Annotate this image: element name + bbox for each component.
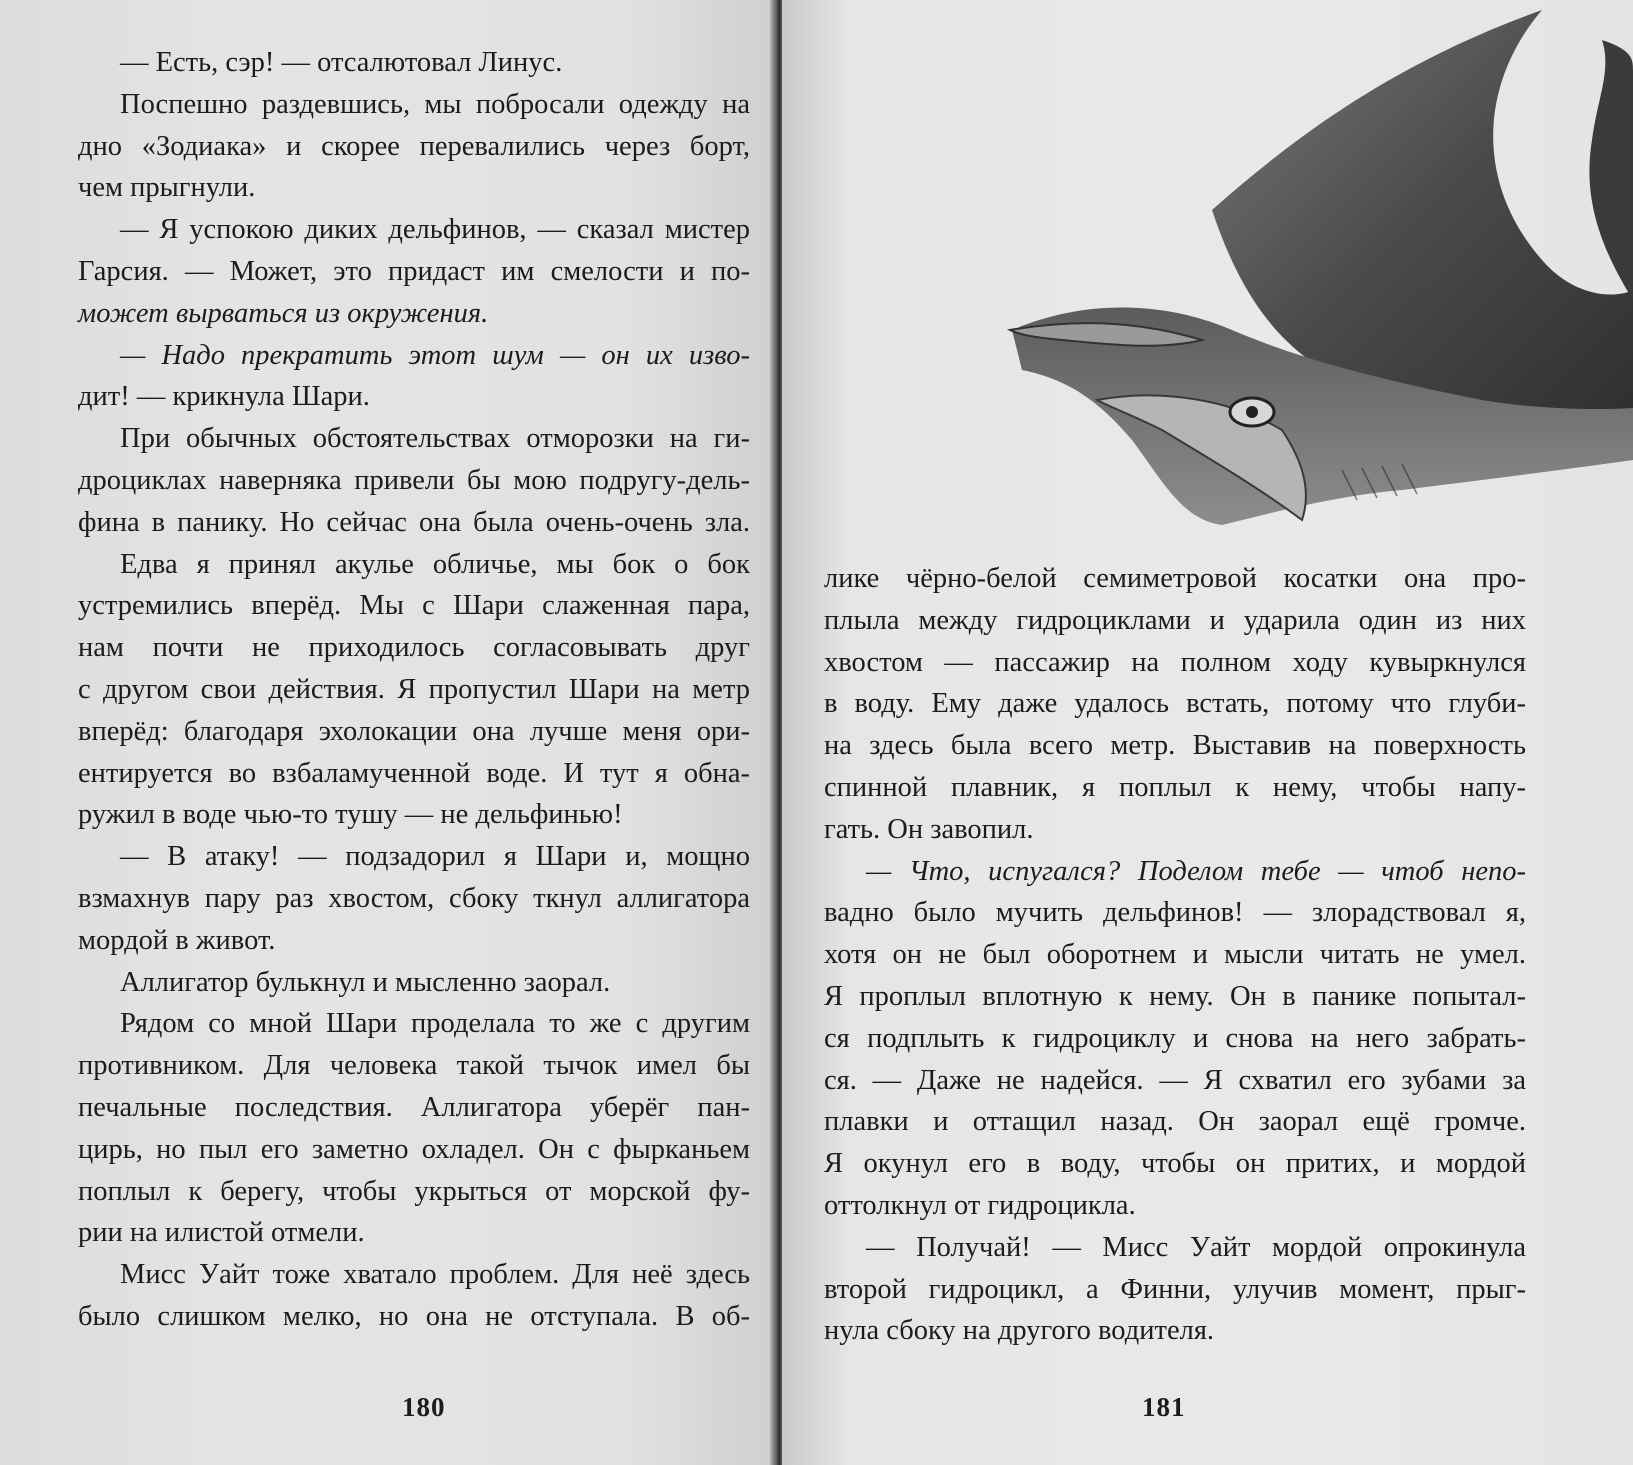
left-page-text-line: печальные последствия. Аллигатора уберёг пан- — [78, 1091, 750, 1123]
right-page-text-line: в воду. Ему даже удалось встать, потому что глуби- — [824, 688, 1526, 720]
left-page-text — [78, 42, 750, 1338]
left-page-text-line: фина в панику. Но сейчас она была очень-очень зла. — [78, 506, 750, 538]
left-page-text-line: нам почти не приходилось согласовывать друг — [78, 632, 750, 664]
right-page-text-line: хвостом — пассажир на полном ходу кувыркнулся — [824, 646, 1526, 678]
right-page-text-line: плыла между гидроциклами и ударила один из них — [824, 604, 1526, 636]
left-page-text-line: Поспешно раздевшись, мы побросали одежду на — [120, 88, 750, 120]
left-page-text-line: взмахнув пару раз хвостом, сбоку ткнул аллигатора — [78, 882, 750, 914]
left-page-text-line: поплыл к берегу, чтобы укрыться от морской фу- — [78, 1175, 750, 1207]
left-page-text-line: ентируется во взбаламученной воде. И тут я обна- — [78, 757, 750, 789]
left-page-text-line: дроциклах наверняка привели бы мою подругу-дель- — [78, 464, 750, 496]
left-page-text-line: устремились вперёд. Мы с Шари слаженная пара, — [78, 590, 750, 622]
left-page-text-line: Аллигатор булькнул и мысленно заорал. — [120, 966, 611, 998]
left-page-text-line: ружил в воде чью-то тушу — не дельфинью! — [78, 799, 623, 831]
right-page-text-line: на здесь была всего метр. Выставив на поверхность — [824, 730, 1526, 762]
right-page-text-line: оттолкнул от гидроцикла. — [824, 1189, 1136, 1221]
manta-right-lobe — [1589, 40, 1633, 300]
left-page-text-line: вперёд: благодаря эхолокации она лучше меня ори- — [78, 715, 750, 747]
right-page-text-line: ся подплыть к гидроциклу и снова на него забрать- — [824, 1022, 1526, 1054]
left-page-text-line: может вырваться из окружения. — [78, 297, 489, 329]
right-page — [782, 0, 1633, 1465]
left-page-text-line: Гарсия. — Может, это придаст им смелости и по- — [78, 255, 750, 287]
right-page-text-line: лике чёрно-белой семиметровой косатки она про- — [824, 563, 1526, 594]
right-page-text-line: ся. — Даже не надейся. — Я схватил его зубами за — [824, 1064, 1526, 1096]
right-page-text-line: плавки и оттащил назад. Он заорал ещё громче. — [824, 1106, 1526, 1138]
right-page-text — [824, 558, 1526, 1352]
left-page-text-line: Мисс Уайт тоже хватало проблем. Для неё здесь — [120, 1259, 750, 1291]
left-page — [0, 0, 775, 1465]
left-page-text-line: противником. Для человека такой тычок имел бы — [78, 1050, 750, 1082]
left-page-text-line: дно «Зодиака» и скорее перевалились через борт, — [78, 130, 750, 162]
left-page-text-line: — В атаку! — подзадорил я Шари и, мощно — [120, 841, 750, 873]
right-page-text-line: гать. Он завопил. — [824, 813, 1034, 845]
left-page-text-line: рии на илистой отмели. — [78, 1217, 365, 1249]
right-page-number: 181 — [1142, 1392, 1186, 1422]
left-page-text-line: Едва я принял акулье обличье, мы бок о бок — [120, 548, 750, 580]
right-page-text-line: второй гидроцикл, а Финни, улучив момент, прыг- — [824, 1273, 1526, 1305]
left-page-text-line: было слишком мелко, но она не отступала. В об- — [78, 1300, 750, 1332]
left-page-text-line: с другом свои действия. Я пропустил Шари на метр — [78, 673, 750, 705]
right-page-text-line: нула сбоку на другого водителя. — [824, 1315, 1215, 1347]
left-page-text-line: Рядом со мной Шари проделала то же с другим — [120, 1008, 750, 1040]
left-page-text-line: — Надо прекратить этот шум — он их изво- — [120, 339, 750, 371]
left-page-text-line: мордой в живот. — [78, 924, 276, 956]
left-page-number: 180 — [402, 1392, 446, 1422]
left-page-text-line: дит! — крикнула Шари. — [78, 381, 370, 413]
right-page-text-line: хотя он не был оборотнем и мысли читать не умел. — [824, 939, 1526, 971]
left-page-text-line: цирь, но пыл его заметно охладел. Он с фырканьем — [78, 1133, 750, 1165]
right-page-text-line: — Что, испугался? Поделом тебе — чтоб непо- — [866, 855, 1526, 887]
right-page-text-line: спинной плавник, я поплыл к нему, чтобы напу- — [824, 771, 1526, 803]
right-page-text-line: Я проплыл вплотную к нему. Он в панике попытал- — [824, 980, 1526, 1012]
left-page-text-line: — Есть, сэр! — отсалютовал Линус. — [120, 47, 563, 78]
right-page-text-line: — Получай! — Мисс Уайт мордой опрокинула — [866, 1231, 1526, 1263]
right-page-text-line: Я окунул его в воду, чтобы он притих, и мордой — [824, 1148, 1526, 1180]
manta-ray-illustration — [782, 0, 1633, 560]
right-page-text-line: вадно было мучить дельфинов! — злорадствовал я, — [824, 897, 1526, 929]
left-page-text-line: чем прыгнули. — [78, 172, 256, 204]
left-page-text-line: При обычных обстоятельствах отморозки на ги- — [120, 423, 750, 455]
left-page-text-line: — Я успокою диких дельфинов, — сказал мистер — [120, 214, 750, 246]
